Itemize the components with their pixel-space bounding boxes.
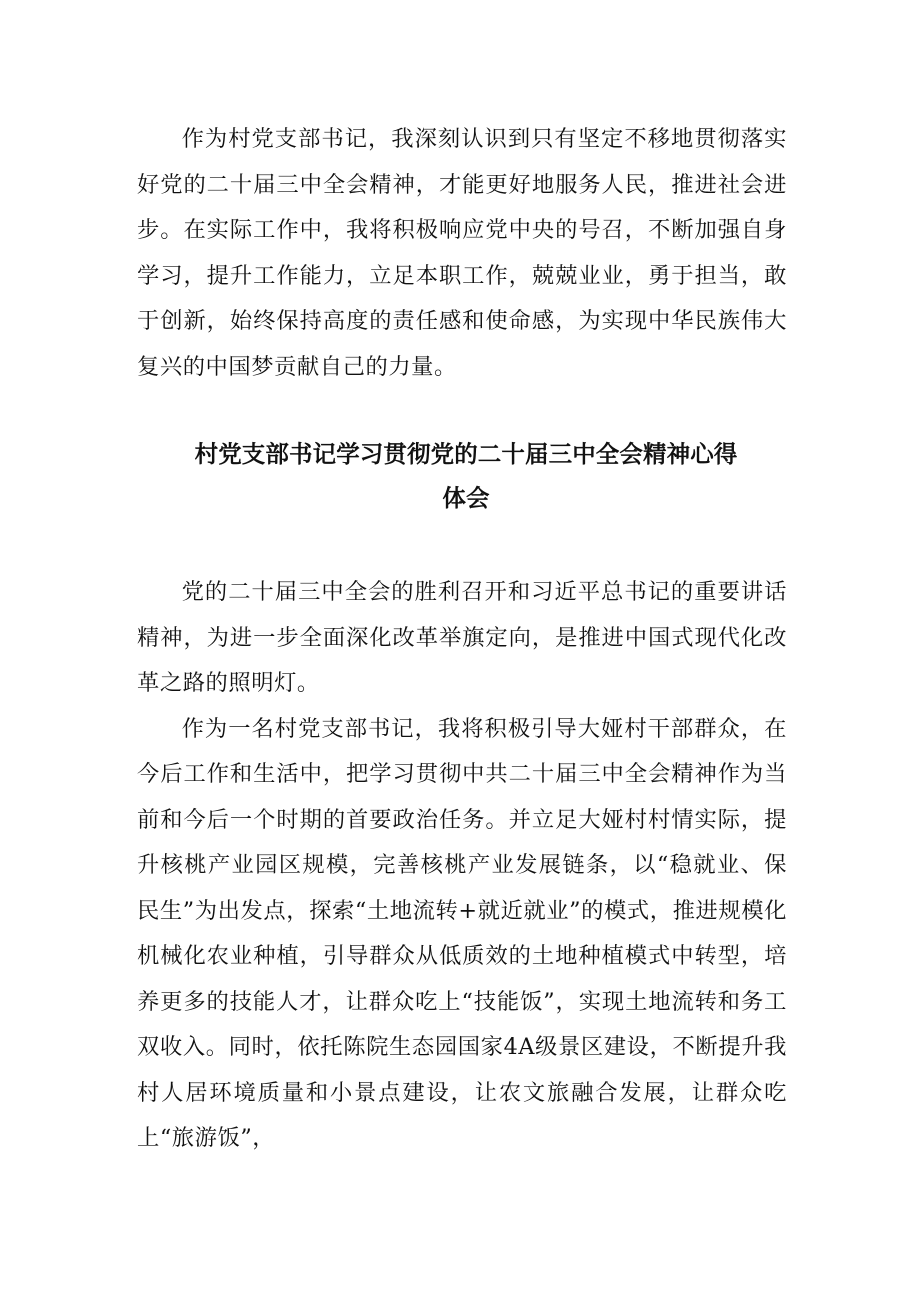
article-title-line-2: 体会 bbox=[442, 484, 490, 512]
body-paragraph-2: 作为一名村党支部书记，我将积极引导大娅村干部群众，在今后工作和生活中，把学习贯彻中共二十届三中全会精神作为当前和今后一个时期的首要政治任务。并立足大娅村村情实际，提升核桃产业园区规模，完善核桃产业发展链条，以“稳就业、保民生”为出发点，探索“土地流转+就近就业”的模式，推进规模化机械化农业种植，引导群众从低质效的土地种植模式中转型，培养更多的技能人才，让群众吃上“技能饭”，实现土地流转和务工双收入。同时，依托陈院生态园国家4A级景区建设，不断提升我村人居环境质量和小景点建设，让农文旅融合发展，让群众吃上“旅游饭”， bbox=[137, 715, 787, 1151]
body-paragraph-1: 党的二十届三中全会的胜利召开和习近平总书记的重要讲话精神，为进一步全面深化改革举旗定向，是推进中国式现代化改革之路的照明灯。 bbox=[137, 579, 787, 696]
article-title bbox=[137, 432, 787, 520]
intro-paragraph: 作为村党支部书记，我深刻认识到只有坚定不移地贯彻落实好党的二十届三中全会精神，才能更好地服务人民，推进社会进步。在实际工作中，我将积极响应党中央的号召，不断加强自身学习，提升工作能力，立足本职工作，兢兢业业，勇于担当，敢于创新，始终保持高度的责任感和使命感，为实现中华民族伟大复兴的中国梦贡献自己的力量。 bbox=[137, 126, 787, 380]
article-title-line-1: 村党支部书记学习贯彻党的二十届三中全会精神心得 bbox=[194, 440, 738, 468]
document-content bbox=[137, 117, 787, 1162]
article-title-text bbox=[137, 432, 787, 520]
